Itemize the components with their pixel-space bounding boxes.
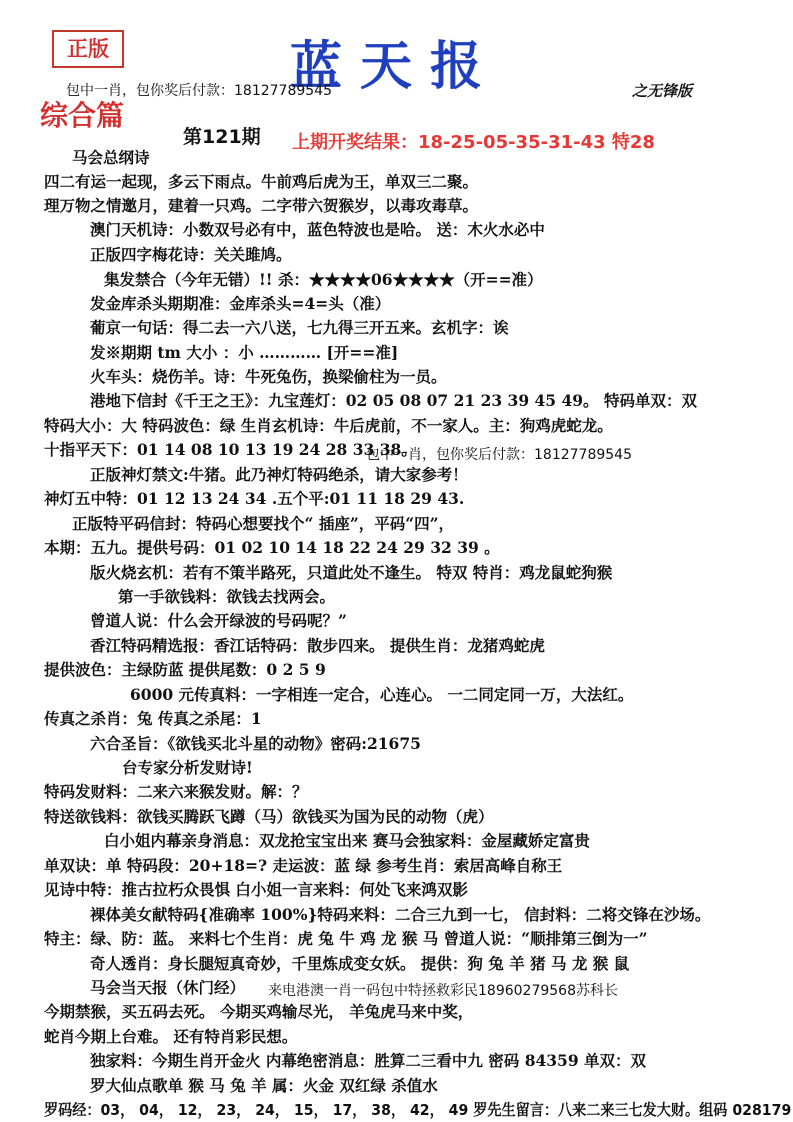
text-line: 本期：五九。提供号码：01 02 10 14 18 22 24 29 32 39 。 xyxy=(44,538,500,557)
last-draw-result: 上期开奖结果：18-25-05-35-31-43 特28 xyxy=(292,132,655,153)
text-line: 葡京一句话：得二去一六八送，七九得三开五来。玄机字：诶 xyxy=(90,318,509,337)
text-line: 第一手欲钱料：欲钱去找两会。 xyxy=(118,587,336,606)
text-line: 马会当天报（休门经） xyxy=(90,978,246,997)
text-line: 传真之杀肖：兔 传真之杀尾：1 xyxy=(44,709,262,728)
text-line: 提供波色：主绿防蓝 提供尾数：0 2 5 9 xyxy=(44,660,326,679)
text-line: 今期禁猴，买五码去死。 今期买鸡输尽光， 羊兔虎马来中奖， xyxy=(44,1002,474,1021)
text-line: 港地下信封《千王之王》：九宝莲灯：02 05 08 07 21 23 39 45 49。 特码单双：双 xyxy=(90,391,697,410)
text-line: 火车头：烧伤羊。诗：牛死兔伤，换梁偷柱为一员。 xyxy=(90,367,447,386)
text-line: 6000 元传真料：一字相连一定合，心连心。 一二同定同一万，大法红。 xyxy=(130,685,634,704)
text-line: 蛇肖今期上台难。 还有特肖彩民想。 xyxy=(44,1027,298,1046)
header-slogan: 包中一肖，包你奖后付款：18127789545 xyxy=(66,83,332,99)
text-line: 特主：绿、防：蓝。 来料七个生肖：虎 兔 牛 鸡 龙 猴 马 曾道人说：“顺排第三倒为一” xyxy=(44,929,648,948)
text-line: 裸体美女献特码{准确率 100%}特码来料：二合三九到一七， 信封料：二将交锋在沙场。 xyxy=(90,905,711,924)
text-line: 十指平天下：01 14 08 10 13 19 24 28 33 38。 xyxy=(44,440,417,459)
text-line: 四二有运一起现，多云下雨点。牛前鸡后虎为王，单双三二聚。 xyxy=(44,172,479,191)
text-line: 发※期期 tm 大小 ：小 ………… [开==准] xyxy=(90,343,399,362)
text-line: 正版四字梅花诗：关关雎鸠。 xyxy=(90,245,292,264)
text-line: 独家料：今期生肖开金火 内幕绝密消息：胜算二三看中九 密码 84359 单双：双 xyxy=(90,1051,647,1070)
text-line: 特送欲钱料：欲钱买腾跃飞蹲（马）欲钱买为国为民的动物（虎） xyxy=(44,807,494,826)
text-line: 白小姐内幕亲身消息：双龙抢宝宝出来 赛马会独家料：金屋藏娇定富贵 xyxy=(104,831,590,850)
text-line: 正版特平码信封：特码心想要找个“ 插座”，平码“四”， xyxy=(72,514,455,533)
text-line: 神灯五中特：01 12 13 24 34 .五个平:01 11 18 29 43. xyxy=(44,489,465,508)
text-line: 理万物之情邀月，建着一只鸡。二字带六贺猴岁，以毒攻毒草。 xyxy=(44,196,479,215)
text-line: 集发禁合（今年无错）!! 杀：★★★★06★★★★（开==准） xyxy=(104,270,543,289)
text-line: 见诗中特：推古拉朽众畏惧 白小姐一言来料：何处飞来鸿双影 xyxy=(44,880,468,899)
text-line: 曾道人说：什么会开绿波的号码呢？” xyxy=(90,611,347,630)
text-line: 六合圣旨：《欲钱买北斗星的动物》密码:21675 xyxy=(90,734,421,753)
text-line: 罗大仙点歌单 猴 马 兔 羊 属：火金 双红绿 杀值水 xyxy=(90,1076,438,1095)
edition-label: 之无锋版 xyxy=(632,82,693,100)
text-line: 马会总纲诗 xyxy=(72,148,150,167)
text-line: 澳门天机诗：小数双号必有中，蓝色特波也是哈。 送：木火水必中 xyxy=(90,220,545,239)
text-line: 特码大小：大 特码波色：绿 生肖玄机诗：牛后虎前，不一家人。主：狗鸡虎蛇龙。 xyxy=(44,416,613,435)
text-line: 正版神灯禁文:牛猪。此乃神灯特码绝杀，请大家参考！ xyxy=(90,465,468,484)
text-line: 发金库杀头期期准：金库杀头=4=头（准） xyxy=(90,294,391,313)
page-title: 蓝天报 xyxy=(290,36,501,97)
text-line: 单双诀：单 特码段：20+18=? 走运波：蓝 绿 参考生肖：索居高峰自称王 xyxy=(44,856,563,875)
text-line: 香江特码精选报：香江话特码：散步四来。 提供生肖：龙猪鸡蛇虎 xyxy=(90,636,545,655)
section-title: 综合篇 xyxy=(40,99,125,132)
ad-text: 包中一肖，包你奖后付款：18127789545 xyxy=(366,447,632,463)
text-line: 台专家分析发财诗! xyxy=(122,758,253,777)
text-line: 版火烧玄机：若有不策半路死，只道此处不逢生。 特双 特肖：鸡龙鼠蛇狗猴 xyxy=(90,563,613,582)
text-line: 奇人透肖：身长腿短真奇妙，千里炼成变女妖。 提供：狗 兔 羊 猪 马 龙 猴 鼠 xyxy=(90,954,630,973)
ad-text: 来电港澳一肖一码包中特拯救彩民18960279568苏科长 xyxy=(268,983,618,999)
genuine-stamp: 正版 xyxy=(52,30,124,68)
text-line: 特码发财料：二来六来猴发财。解：？ xyxy=(44,782,308,801)
issue-number: 第121期 xyxy=(183,126,261,148)
text-line: 罗码经：03， 04， 12， 23， 24， 15， 17， 38， 42， 49 罗先生留言：八来二来三七发大财。组码 028179 xyxy=(44,1101,792,1119)
